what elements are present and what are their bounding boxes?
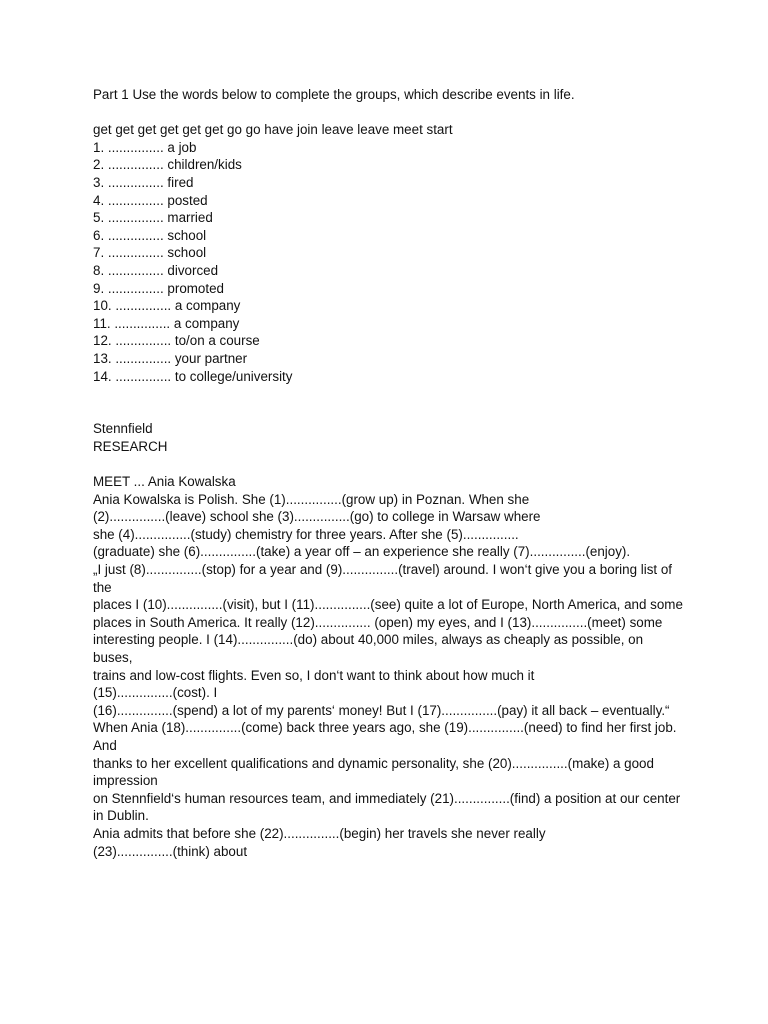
list-item: 14. ............... to college/university	[93, 368, 293, 384]
word-bank: get get get get get get go go have join leave leave meet start	[93, 122, 453, 138]
article-line: Ania admits that before she (22)...............(begin) her travels she never really	[93, 825, 546, 841]
list-item: 12. ............... to/on a course	[93, 333, 260, 349]
article-line: „I just (8)...............(stop) for a year and (9)...............(travel) around. I won‘t give you a boring list of the	[93, 562, 676, 595]
list-item: 11. ............... a company	[93, 315, 240, 331]
part1-heading: Part 1 Use the words below to complete the groups, which describe events in life.	[93, 87, 575, 102]
list-item: 1. ............... a job	[93, 139, 197, 155]
article-line: places I (10)...............(visit), but I (11)...............(see) quite a lot of Europe, North America, and some	[93, 597, 683, 613]
article-line: (graduate) she (6)...............(take) a year off – an experience she really (7)...............(enjoy).	[93, 544, 631, 560]
article-line: (16)...............(spend) a lot of my parents‘ money! But I (17)...............(pay) it all back – eventually.“	[93, 702, 670, 718]
spacer	[93, 385, 683, 420]
list-item: 10. ............... a company	[93, 298, 241, 314]
brand-subtitle: RESEARCH	[93, 438, 168, 454]
article-line: interesting people. I (14)...............(do) about 40,000 miles, always as cheaply as possible, on buses,	[93, 632, 647, 665]
article-line: on Stennfield‘s human resources team, and immediately (21)...............(find) a position at our center in Dublin.	[93, 790, 684, 824]
list-item: 13. ............... your partner	[93, 350, 248, 366]
exercise-list	[93, 139, 683, 385]
list-item: 9. ............... promoted	[93, 280, 224, 296]
article-body	[93, 491, 683, 860]
article-line: she (4)...............(study) chemistry for three years. After she (5)...............	[93, 526, 519, 542]
article-line: (23)...............(think) about	[93, 843, 248, 859]
list-item: 6. ............... school	[93, 227, 207, 243]
list-item: 2. ............... children/kids	[93, 157, 242, 173]
article-line: thanks to her excellent qualifications and dynamic personality, she (20)...............(make) a good impression	[93, 755, 658, 789]
spacer	[93, 104, 683, 122]
article-line: places in South America. It really (12)............... (open) my eyes, and I (13)...............(meet) some	[93, 614, 663, 630]
list-item: 7. ............... school	[93, 245, 207, 261]
spacer	[93, 455, 683, 473]
article-line: When Ania (18)...............(come) back three years ago, she (19)...............(need) to find her first job. And	[93, 720, 680, 753]
brand-name: Stennfield	[93, 421, 153, 437]
document-page	[93, 86, 683, 860]
list-item: 8. ............... divorced	[93, 262, 219, 278]
article-line: (15)...............(cost). I	[93, 685, 218, 701]
article-line: Ania Kowalska is Polish. She (1)...............(grow up) in Poznan. When she	[93, 491, 530, 507]
article-title: MEET ... Ania Kowalska	[93, 474, 236, 490]
article-line: trains and low-cost flights. Even so, I don‘t want to think about how much it	[93, 667, 535, 683]
article-line: (2)...............(leave) school she (3)...............(go) to college in Warsaw where	[93, 509, 541, 525]
list-item: 5. ............... married	[93, 210, 213, 226]
list-item: 4. ............... posted	[93, 192, 208, 208]
list-item: 3. ............... fired	[93, 174, 194, 190]
